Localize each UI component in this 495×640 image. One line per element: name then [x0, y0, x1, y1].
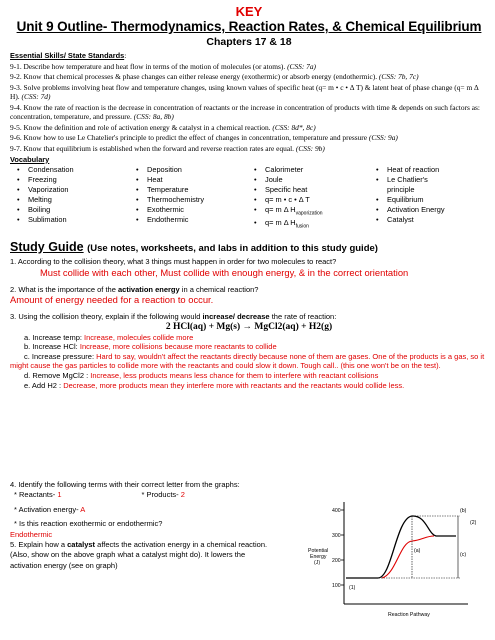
vocab-column-2	[133, 165, 251, 232]
answer-text: Increase, molecules collide more	[84, 332, 194, 342]
answer-text: Endothermic	[10, 529, 53, 539]
vocab-column-3	[251, 165, 373, 232]
q-bold: catalyst	[67, 540, 96, 550]
q3b	[10, 342, 488, 352]
y-tick: 400	[332, 508, 341, 514]
standard-text: 9-4. Know the rate of reaction is the decrease in concentration of reactants or the increase in concentration of products with time & depends on such factors as: concentration, temperature, and pressure.	[10, 102, 480, 122]
chapters-label: Chapters 17 & 18	[206, 36, 292, 48]
question-text: 4. Identify the following terms with their correct letter from the graphs:	[10, 480, 240, 489]
vocab-term: • Temperature	[133, 185, 251, 195]
q-part: d. Remove MgCl2 :	[24, 371, 89, 381]
vocab-formula: q= m Δ H	[265, 218, 296, 228]
q-bold: activation energy	[117, 284, 180, 294]
answer-text: Increase, less products means less chance for them to interfere with reactant collisions	[90, 371, 379, 381]
question-text: 1. According to the collision theory, what 3 things must happen in order for two molecules to react?	[10, 256, 337, 266]
standard-text: 9-6. Know how to use Le Chatelier's principle to predict the effect of changes in concentration, temperature and pressure	[10, 133, 368, 143]
vocab-term: principle	[387, 184, 415, 194]
standard-text: 9-3. Solve problems involving heat flow and temperature changes, using known values of specific heat (q= m • c • Δ T) & latent heat of phase change (q= m Δ H).	[10, 82, 479, 102]
answer-text: Increase, more collisions because more reactants to collide	[79, 342, 277, 352]
vocab-term: • Freezing	[14, 175, 133, 185]
vocabulary-heading: Vocabulary	[10, 154, 50, 164]
answer-text: Hard to say, wouldn't affect the reactants directly because none of them are gases. One of the products is a gas, so it might cause the gas particles to collide more with the reactants and could slow it down. Tough call.. (this one won't be on the test).	[10, 351, 485, 371]
standard-item	[10, 103, 488, 122]
q4-row	[10, 505, 268, 515]
q-bold: increase/ decrease	[202, 312, 270, 322]
vocab-column-4	[373, 165, 483, 232]
vocab-subscript: vaporization	[295, 210, 323, 217]
standard-item	[10, 123, 488, 132]
vocab-term: • Sublimation	[14, 215, 133, 225]
vocab-term: • Exothermic	[133, 205, 251, 215]
q3e	[10, 381, 488, 391]
vocab-term: • Melting	[14, 195, 133, 205]
question-1	[10, 257, 488, 278]
standard-item	[10, 62, 488, 71]
y-tick: 300	[332, 533, 341, 539]
q-part: e. Add H2 :	[24, 380, 62, 390]
standard-text: 9-2. Know that chemical processes & phase changes can either release energy (exothermic) or absorb energy (endothermic).	[10, 72, 378, 82]
vocab-term: • q= m • c • Δ T	[251, 195, 373, 205]
vocab-term: • Catalyst	[373, 215, 483, 225]
study-guide-title: Study Guide	[10, 239, 84, 254]
y-label-3: (J)	[314, 560, 321, 566]
q-part: in a chemical reaction?	[179, 284, 259, 294]
answer-text: Must collide with each other, Must collide with enough energy, & in the correct orientation	[40, 266, 409, 278]
label-c: (c)	[460, 552, 467, 558]
standards-colon: :	[124, 51, 127, 60]
vocab-subscript: fusion	[295, 223, 309, 230]
standard-text: 9-7. Know that equilibrium is established when the forward and reverse reaction rates are equal.	[10, 143, 295, 153]
vocab-term: • Le Chatlier's	[373, 175, 483, 185]
answer-text: Amount of energy needed for a reaction to occur.	[10, 294, 214, 306]
standards-section	[10, 51, 488, 164]
standard-item	[10, 133, 488, 142]
vocab-term: • Condensation	[14, 165, 133, 175]
vocab-formula: q= m Δ H	[265, 204, 296, 214]
q-part: * Reactants-	[14, 490, 56, 500]
standard-css: (CSS: 7a)	[287, 61, 317, 71]
question-text	[10, 285, 488, 295]
study-guide-subtitle: (Use notes, worksheets, and labs in addition to this study guide)	[87, 242, 378, 254]
q-part: * Products-	[141, 490, 179, 500]
q4-row	[10, 490, 268, 500]
x-label: Reaction Pathway	[388, 612, 430, 618]
q3c	[10, 352, 488, 371]
q-part: * Is this reaction exothermic or endothermic?	[14, 519, 163, 529]
answer-text: 1	[57, 490, 62, 500]
vocab-term: • Endothermic	[133, 215, 251, 225]
vocab-term: • Boiling	[14, 205, 133, 215]
question-2	[10, 285, 488, 306]
q-part: the rate of reaction:	[269, 312, 337, 322]
question-4-5	[10, 480, 268, 571]
vocab-term: • Heat of reaction	[373, 165, 483, 175]
vocab-term: • Vaporization	[14, 185, 133, 195]
label-1: (1)	[349, 585, 356, 591]
q-part: 3. Using the collision theory, explain if the following would	[10, 312, 203, 322]
standard-item	[10, 83, 488, 102]
standard-item	[10, 144, 488, 153]
vocab-term	[251, 205, 373, 218]
q-part: * Activation energy-	[14, 504, 79, 514]
y-label-1: Potential	[308, 548, 329, 554]
vocab-term: • Joule	[251, 175, 373, 185]
q-part: 5. Explain how a	[10, 540, 68, 550]
q-part: b. Increase HCl:	[24, 342, 78, 352]
label-b: (b)	[460, 508, 467, 514]
standard-text: 9-1. Describe how temperature and heat flow in terms of the motion of molecules (or atoms).	[10, 61, 286, 71]
catalyst-curve	[382, 536, 434, 578]
vocab-term: • Specific heat	[251, 185, 373, 195]
vocab-term: • Heat	[133, 175, 251, 185]
q-part: 2. What is the importance of the	[10, 284, 118, 294]
vocab-term: • Calorimeter	[251, 165, 373, 175]
vocab-term	[251, 218, 373, 231]
y-tick: 100	[332, 583, 341, 589]
answer-key-label: KEY	[235, 4, 263, 19]
reaction-curve	[346, 516, 456, 578]
reaction-equation: 2 HCl(aq) + Mg(s) → MgCl2(aq) + H2(g)	[165, 321, 333, 332]
standard-css: (CSS: 8d*, 8c)	[272, 122, 316, 132]
vocab-term: • Thermochemistry	[133, 195, 251, 205]
question-5	[10, 540, 268, 571]
standard-text: 9-5. Know the definition and role of activation energy & catalyst in a chemical reaction.	[10, 122, 271, 132]
q3a	[10, 333, 488, 343]
question-3	[10, 312, 488, 390]
standard-css: (CSS: 8a, 8b)	[133, 112, 174, 122]
standard-css: (CSS: 9b)	[295, 143, 325, 153]
answer-text: A	[80, 504, 86, 514]
q-part: a. Increase temp:	[24, 332, 82, 342]
vocab-column-1	[14, 165, 133, 232]
label-2: (2)	[470, 520, 477, 526]
y-label-2: Energy	[310, 554, 327, 560]
vocab-term: • Activation Energy	[373, 205, 483, 215]
q-part: c. Increase pressure:	[24, 351, 95, 361]
vocab-term: • Equilibrium	[373, 195, 483, 205]
label-a: (a)	[414, 548, 421, 554]
q-part: affects the activation energy in a chemical reaction. (Also, show on the above graph what a catalyst might do). It lowers the activation energy (see on graph)	[10, 540, 268, 570]
vocab-term: • Deposition	[133, 165, 251, 175]
answer-text: Decrease, more products mean they interfere more with reactants and the reactants would collide less.	[63, 380, 405, 390]
vocabulary-list	[10, 165, 488, 232]
q3d	[10, 371, 488, 381]
study-guide-heading	[10, 240, 488, 256]
answer-text: 2	[180, 490, 185, 500]
y-tick: 200	[332, 558, 341, 564]
energy-diagram	[308, 494, 492, 636]
question-text	[10, 312, 488, 322]
document-page	[10, 0, 488, 618]
document-title: Unit 9 Outline- Thermodynamics, Reaction Rates, & Chemical Equilibrium	[16, 19, 482, 34]
standard-item	[10, 72, 488, 81]
standard-css: (CSS: 7b, 7c)	[378, 72, 419, 82]
standards-heading: Essential Skills/ State Standards	[10, 51, 125, 60]
standard-css: (CSS: 7d)	[21, 92, 51, 102]
standard-css: (CSS: 9a)	[368, 133, 398, 143]
